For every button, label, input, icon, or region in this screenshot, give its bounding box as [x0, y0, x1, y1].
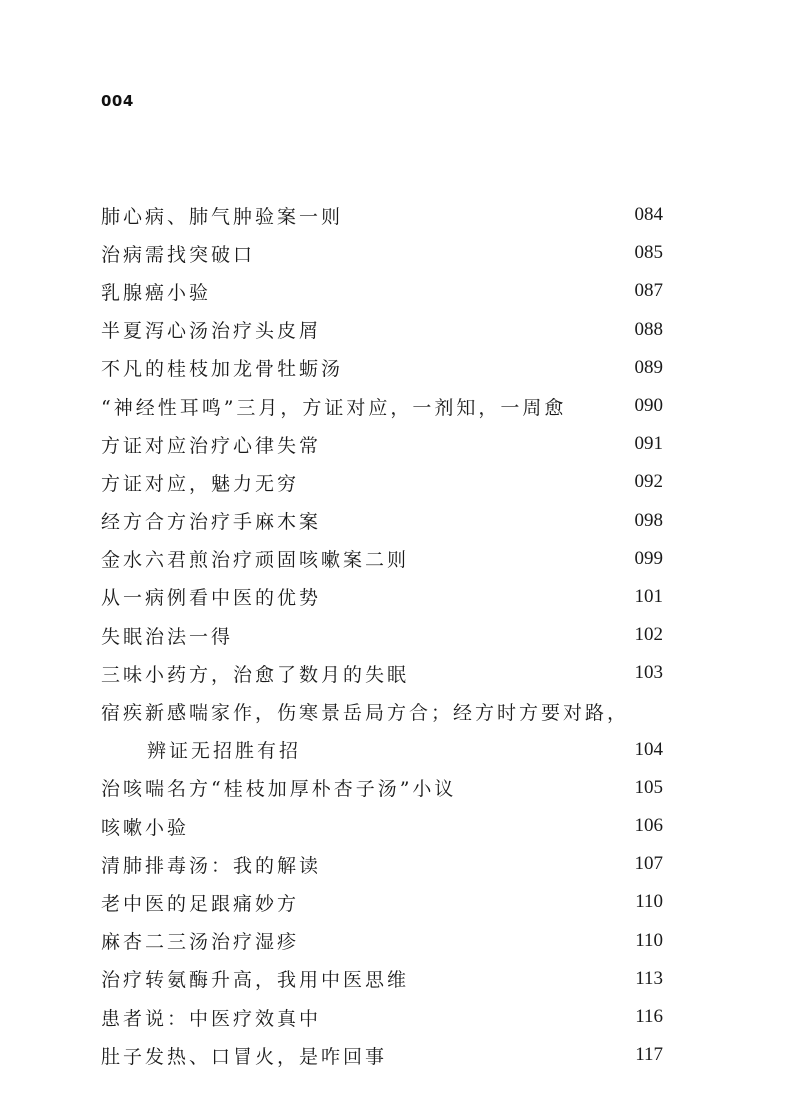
- toc-entry-title: 老中医的足跟痛妙方: [101, 892, 300, 915]
- toc-entry: [101, 654, 663, 692]
- toc-entry-page: 092: [634, 471, 663, 493]
- toc-entry: [101, 387, 663, 425]
- toc-entry-page: 099: [634, 547, 663, 569]
- toc-entry-title: 治咳喘名方“桂枝加厚朴杏子汤”小议: [101, 778, 457, 801]
- toc-entry-title-continued: 辨证无招胜有招: [147, 740, 302, 763]
- toc-entry: [101, 502, 663, 540]
- toc-entry-page: 103: [634, 662, 663, 684]
- toc-entry-title: “神经性耳鸣”三月，方证对应，一剂知，一周愈: [101, 396, 567, 419]
- toc-entry-title: 治疗转氨酶升高，我用中医思维: [101, 969, 410, 992]
- toc-entry-page: 106: [634, 815, 663, 837]
- toc-entry-title: 金水六君煎治疗顽固咳嗽案二则: [101, 549, 410, 572]
- toc-entry: [101, 845, 663, 883]
- toc-entry-line1: [101, 692, 663, 730]
- toc-entry: [101, 807, 663, 845]
- toc-entry: [101, 922, 663, 960]
- toc-entry-title: 咳嗽小验: [101, 816, 190, 839]
- toc-entry-page: 090: [634, 395, 663, 417]
- toc-entry: [101, 196, 663, 234]
- table-of-contents: [101, 196, 663, 1074]
- toc-entry-title: 经方合方治疗手麻木案: [101, 511, 322, 534]
- toc-entry-page: 104: [634, 738, 663, 760]
- toc-entry-page: 101: [634, 585, 663, 607]
- toc-entry-title: 三味小药方，治愈了数月的失眠: [101, 663, 410, 686]
- toc-entry-page: 088: [634, 318, 663, 340]
- toc-entry-title: 方证对应治疗心律失常: [101, 434, 322, 457]
- toc-entry-page: 098: [634, 509, 663, 531]
- toc-entry-line2: [101, 731, 663, 769]
- toc-entry-title: 乳腺癌小验: [101, 281, 212, 304]
- toc-entry-title: 麻杏二三汤治疗湿疹: [101, 931, 300, 954]
- toc-entry-title: 肚子发热、口冒火，是咋回事: [101, 1045, 388, 1068]
- toc-entry-title: 患者说：中医疗效真中: [101, 1007, 322, 1030]
- toc-entry-page: 089: [634, 356, 663, 378]
- toc-entry: [101, 540, 663, 578]
- toc-entry-page: 102: [634, 624, 663, 646]
- toc-entry: [101, 960, 663, 998]
- toc-entry-page: 087: [634, 280, 663, 302]
- toc-entry-page: 085: [634, 242, 663, 264]
- toc-entry: [101, 578, 663, 616]
- toc-entry-title: 方证对应，魅力无穷: [101, 472, 300, 495]
- toc-entry-page: 105: [634, 776, 663, 798]
- toc-entry-page: 107: [634, 853, 663, 875]
- toc-entry-title: 半夏泻心汤治疗头皮屑: [101, 320, 322, 343]
- toc-entry-page: 110: [635, 891, 663, 913]
- toc-entry-page: 110: [635, 929, 663, 951]
- toc-entry: [101, 425, 663, 463]
- toc-entry: [101, 463, 663, 501]
- toc-entry-title: 从一病例看中医的优势: [101, 587, 322, 610]
- toc-entry: [101, 998, 663, 1036]
- toc-entry-title: 不凡的桂枝加龙骨牡蛎汤: [101, 358, 344, 381]
- toc-entry: [101, 769, 663, 807]
- toc-entry: [101, 311, 663, 349]
- toc-entry-page: 113: [635, 967, 663, 989]
- toc-entry-title: 治病需找突破口: [101, 243, 256, 266]
- toc-entry: [101, 1036, 663, 1074]
- toc-entry-page: 084: [634, 204, 663, 226]
- toc-entry: [101, 883, 663, 921]
- toc-entry: [101, 616, 663, 654]
- toc-entry-page: 091: [634, 433, 663, 455]
- toc-entry-title: 清肺排毒汤：我的解读: [101, 854, 322, 877]
- page-number: 004: [101, 92, 134, 110]
- toc-entry-title: 失眠治法一得: [101, 625, 234, 648]
- toc-entry-title: 宿疾新感喘家作，伤寒景岳局方合；经方时方要对路，: [101, 702, 630, 725]
- toc-entry: [101, 349, 663, 387]
- toc-entry-page: 116: [635, 1006, 663, 1028]
- toc-entry: [101, 272, 663, 310]
- toc-entry: [101, 234, 663, 272]
- toc-entry-page: 117: [635, 1044, 663, 1066]
- toc-entry-title: 肺心病、肺气肿验案一则: [101, 205, 344, 228]
